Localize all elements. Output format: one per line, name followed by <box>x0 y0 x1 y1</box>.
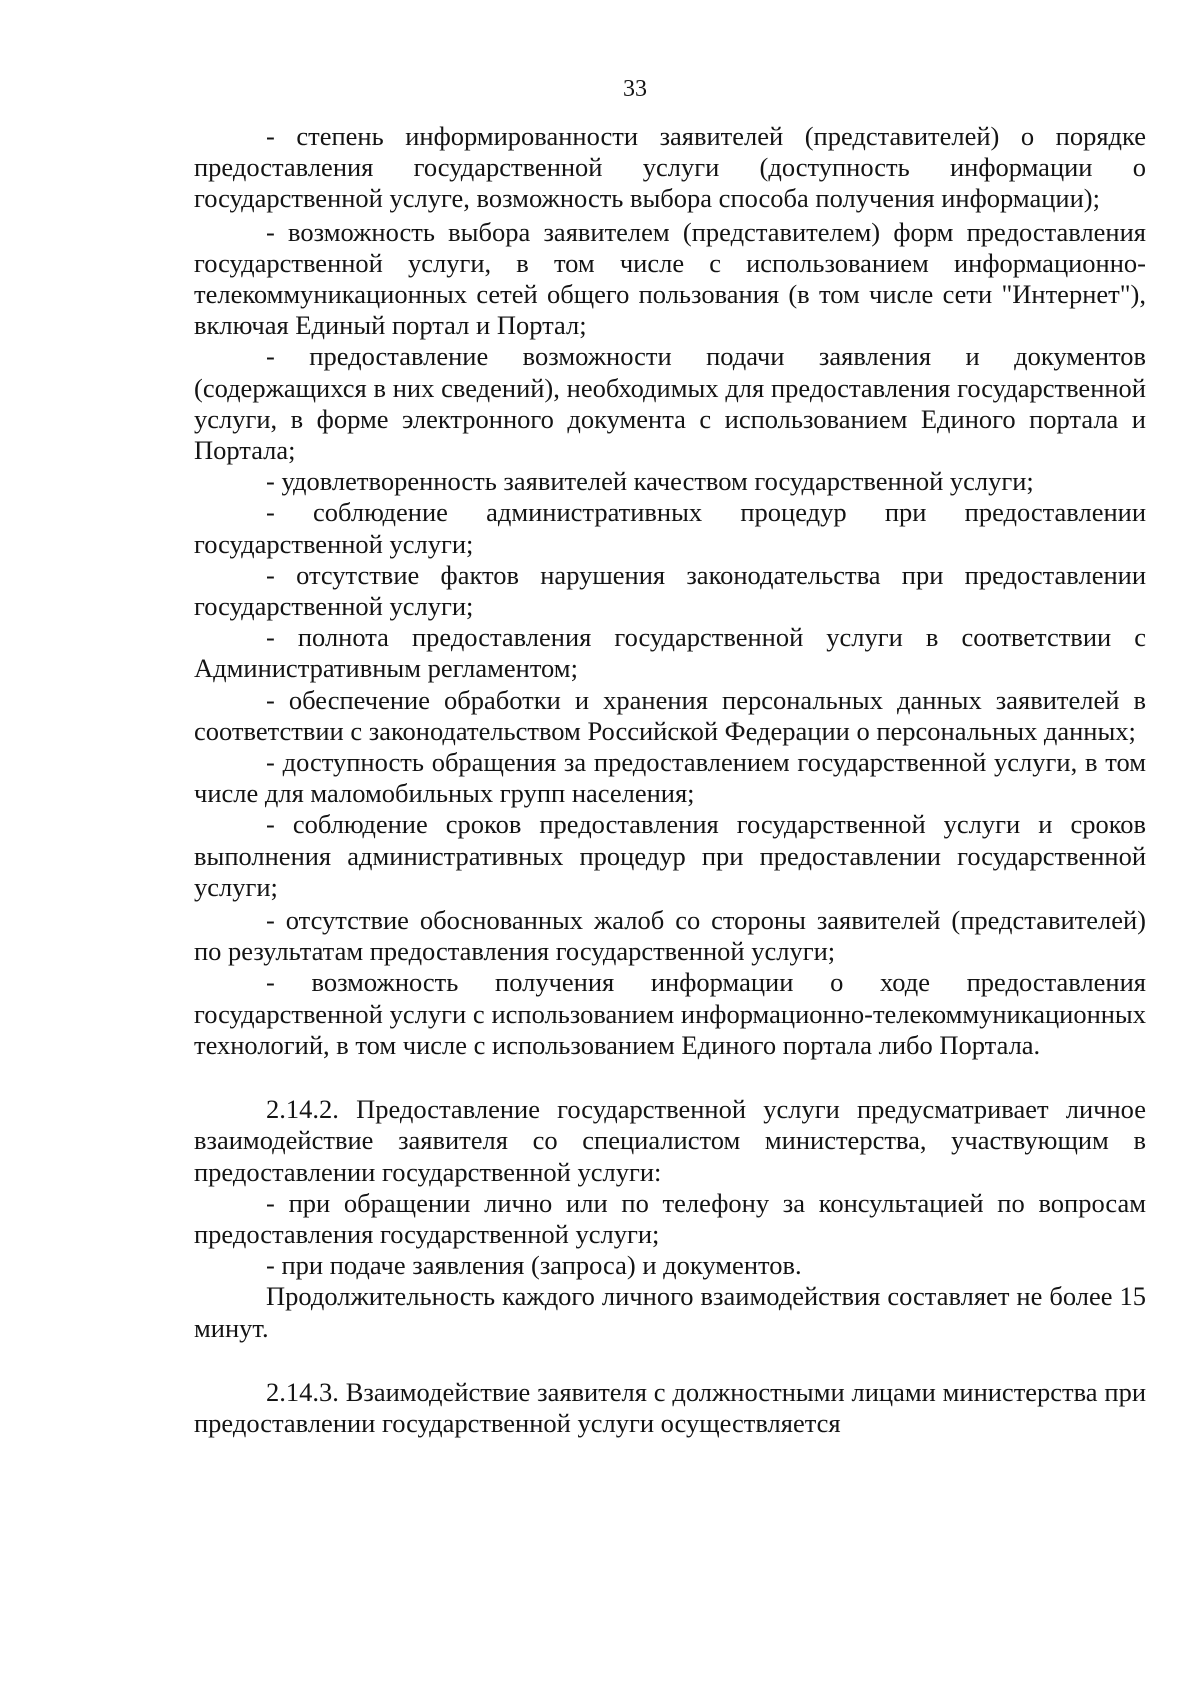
paragraph-electronic-submission: - предоставление возможности подачи заявления и документов (содержащихся в них сведений), необходимых для предоставления государственной услуги, в форме электронного документа с использованием Единого портала и Портала; <box>194 341 1146 466</box>
paragraph-personal-data: - обеспечение обработки и хранения персональных данных заявителей в соответствии с законодательством Российской Федерации о персональных данных; <box>194 684 1146 746</box>
section-2-14-3-paragraph: 2.14.3. Взаимодействие заявителя с должностными лицами министерства при предоставлении государственной услуги осуществляется <box>194 1376 1146 1438</box>
paragraph-no-violations: - отсутствие фактов нарушения законодательства при предоставлении государственной услуги; <box>194 559 1146 622</box>
paragraph-procedure-compliance: - соблюдение административных процедур при предоставлении государственной услуги; <box>194 497 1146 559</box>
paragraph-no-complaints: - отсутствие обоснованных жалоб со стороны заявителей (представителей) по результатам предоставления государственной услуги; <box>194 905 1146 967</box>
paragraph-consultation: - при обращении лично или по телефону за консультацией по вопросам предоставления государственной услуги; <box>194 1187 1146 1249</box>
paragraph-deadlines: - соблюдение сроков предоставления государственной услуги и сроков выполнения административных процедур при предоставлении государственной услуги; <box>194 809 1146 902</box>
paragraph-progress-info: - возможность получения информации о ходе предоставления государственной услуги с использованием информационно-телекоммуникационных технологий, в том числе с использованием Единого портала либо Портала. <box>194 967 1146 1060</box>
section-2-14-2-paragraph: 2.14.2. Предоставление государственной услуги предусматривает личное взаимодействие заявителя со специалистом министерства, участвующим в предоставлении государственной услуги: <box>194 1094 1146 1187</box>
paragraph-completeness: - полнота предоставления государственной услуги в соответствии с Административным регламентом; <box>194 622 1146 684</box>
paragraph-informedness: - степень информированности заявителей (представителей) о порядке предоставления государственной услуги (доступность информации о государственной услуге, возможность выбора способа получения информации); <box>194 121 1146 214</box>
page-number: 33 <box>623 76 647 102</box>
document-body <box>194 121 1146 1439</box>
paragraph-form-choice: - возможность выбора заявителем (представителем) форм предоставления государственной услуги, в том числе с использованием информационно-телекоммуникационных сетей общего пользования (в том числе сети "Интернет"), включая Единый портал и Портал; <box>194 216 1146 341</box>
paragraph-application-submission: - при подаче заявления (запроса) и документов. <box>266 1250 802 1281</box>
paragraph-satisfaction: - удовлетворенность заявителей качеством государственной услуги; <box>266 466 1034 497</box>
paragraph-interaction-duration: Продолжительность каждого личного взаимодействия составляет не более 15 минут. <box>194 1281 1146 1343</box>
paragraph-accessibility: - доступность обращения за предоставлением государственной услуги, в том числе для маломобильных групп населения; <box>194 747 1146 809</box>
